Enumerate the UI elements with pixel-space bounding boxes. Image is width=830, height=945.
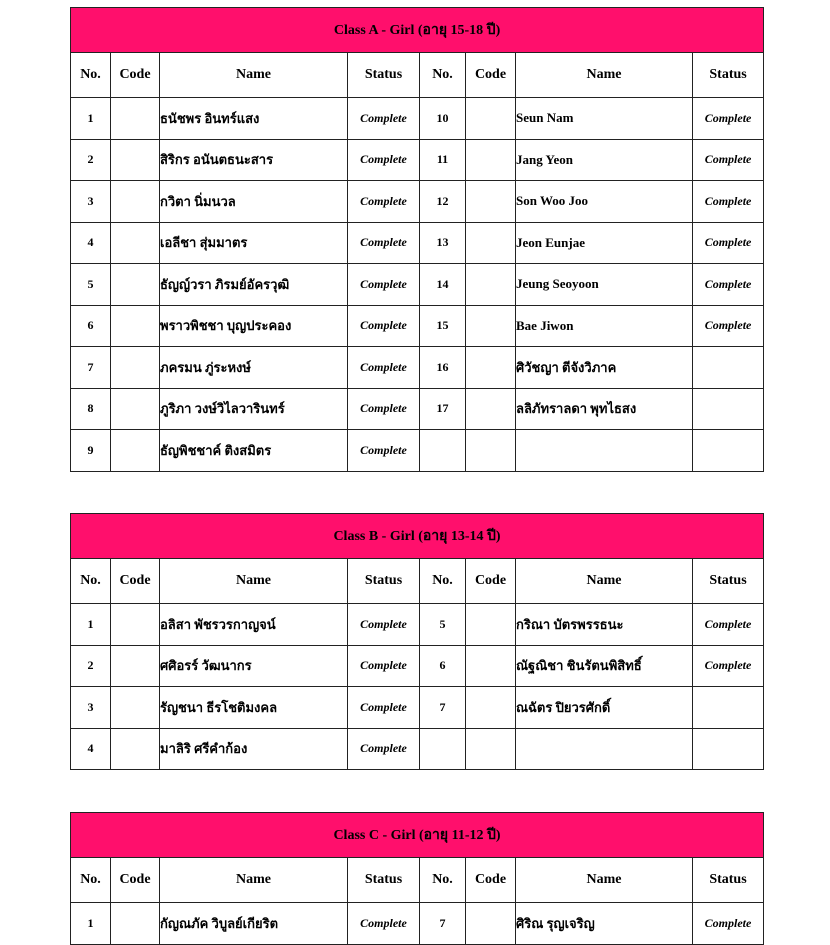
entry-name: ณัฐณิชา ชินรัตนพิสิทธิ์	[516, 645, 693, 687]
entry-code	[466, 139, 516, 181]
section-title: Class B - Girl (อายุ 13-14 ปี)	[71, 514, 764, 559]
col-no-header: No.	[71, 559, 111, 604]
entry-number: 4	[71, 222, 111, 264]
entry-code	[466, 388, 516, 430]
entry-status	[693, 687, 764, 729]
entry-status: Complete	[348, 305, 420, 347]
entry-code	[111, 728, 160, 770]
table-row	[71, 347, 764, 389]
entry-number: 7	[71, 347, 111, 389]
table-row	[71, 139, 764, 181]
entry-number: 1	[71, 604, 111, 646]
entry-number: 11	[420, 139, 466, 181]
entry-name: Son Woo Joo	[516, 181, 693, 223]
entry-number: 10	[420, 98, 466, 140]
entry-code	[466, 305, 516, 347]
entry-number: 12	[420, 181, 466, 223]
table-row	[71, 728, 764, 770]
col-status-header: Status	[693, 53, 764, 98]
entry-code	[111, 139, 160, 181]
table-row	[71, 98, 764, 140]
entry-status: Complete	[348, 388, 420, 430]
entry-name: กริณา บัตรพรรธนะ	[516, 604, 693, 646]
entry-name: ศิริณ รุญเจริญ	[516, 903, 693, 945]
entry-name: ภูริภา วงษ์วิไลวารินทร์	[160, 388, 348, 430]
table-row	[71, 264, 764, 306]
entry-code	[111, 347, 160, 389]
entry-number	[420, 430, 466, 472]
entry-code	[111, 604, 160, 646]
entry-name: ธัญพิชชาค์ ติงสมิตร	[160, 430, 348, 472]
entry-number: 8	[71, 388, 111, 430]
table-row	[71, 645, 764, 687]
entry-number: 5	[71, 264, 111, 306]
col-status-header: Status	[348, 559, 420, 604]
table-row	[71, 687, 764, 729]
entry-status: Complete	[348, 728, 420, 770]
col-code-header: Code	[111, 858, 160, 903]
entry-code	[111, 222, 160, 264]
entry-code	[111, 388, 160, 430]
entry-status: Complete	[348, 430, 420, 472]
entry-status: Complete	[693, 222, 764, 264]
entry-name: ธนัชพร อินทร์แสง	[160, 98, 348, 140]
entry-number: 7	[420, 687, 466, 729]
entry-status: Complete	[693, 98, 764, 140]
col-no-header: No.	[71, 53, 111, 98]
col-code-header: Code	[466, 858, 516, 903]
entry-status	[693, 388, 764, 430]
entry-code	[111, 181, 160, 223]
entry-number: 16	[420, 347, 466, 389]
entry-number: 2	[71, 139, 111, 181]
entry-code	[466, 728, 516, 770]
entry-number: 7	[420, 903, 466, 945]
entry-name: ลลิภัทราลดา พุทไธสง	[516, 388, 693, 430]
entry-code	[111, 903, 160, 945]
entry-name: สิริกร อนันตธนะสาร	[160, 139, 348, 181]
class-b-table	[70, 513, 764, 770]
entry-name: มาลิริ ศรีคำก้อง	[160, 728, 348, 770]
entry-number: 13	[420, 222, 466, 264]
entry-number: 3	[71, 687, 111, 729]
entry-code	[466, 604, 516, 646]
class-a-table	[70, 7, 764, 472]
entry-code	[466, 181, 516, 223]
entry-name: Jang Yeon	[516, 139, 693, 181]
col-name-header: Name	[516, 858, 693, 903]
entry-status: Complete	[348, 98, 420, 140]
col-code-header: Code	[111, 559, 160, 604]
entry-status: Complete	[693, 645, 764, 687]
entry-number: 3	[71, 181, 111, 223]
entry-status: Complete	[348, 264, 420, 306]
entry-number: 14	[420, 264, 466, 306]
entry-name: ศศิอรร์ วัฒนากร	[160, 645, 348, 687]
entry-status: Complete	[693, 604, 764, 646]
entry-number: 6	[420, 645, 466, 687]
table-row	[71, 430, 764, 472]
table-row	[71, 388, 764, 430]
column-header-row	[71, 559, 764, 604]
table-row	[71, 181, 764, 223]
entry-name: เอลีชา สุ่มมาตร	[160, 222, 348, 264]
entry-code	[466, 903, 516, 945]
entry-status: Complete	[693, 305, 764, 347]
entry-status: Complete	[693, 139, 764, 181]
entry-status: Complete	[348, 139, 420, 181]
entry-number: 15	[420, 305, 466, 347]
col-name-header: Name	[516, 559, 693, 604]
col-no-header: No.	[420, 559, 466, 604]
entry-status: Complete	[348, 903, 420, 945]
entry-number: 17	[420, 388, 466, 430]
entry-name: Jeon Eunjae	[516, 222, 693, 264]
entry-code	[111, 264, 160, 306]
entry-number: 2	[71, 645, 111, 687]
table-row	[71, 305, 764, 347]
column-header-row	[71, 858, 764, 903]
entry-number: 6	[71, 305, 111, 347]
section-title: Class C - Girl (อายุ 11-12 ปี)	[71, 813, 764, 858]
entry-number: 5	[420, 604, 466, 646]
col-code-header: Code	[111, 53, 160, 98]
entry-status	[693, 430, 764, 472]
entry-status	[693, 347, 764, 389]
entry-status: Complete	[348, 222, 420, 264]
entry-status: Complete	[348, 645, 420, 687]
entry-name	[516, 430, 693, 472]
col-status-header: Status	[348, 858, 420, 903]
entry-number: 9	[71, 430, 111, 472]
col-code-header: Code	[466, 53, 516, 98]
col-status-header: Status	[693, 559, 764, 604]
entry-code	[111, 98, 160, 140]
entry-code	[466, 264, 516, 306]
col-name-header: Name	[160, 53, 348, 98]
class-c-table	[70, 812, 764, 945]
entry-name: Seun Nam	[516, 98, 693, 140]
entry-name: อลิสา พัชรวรกาญจน์	[160, 604, 348, 646]
entry-code	[466, 347, 516, 389]
entry-status: Complete	[348, 687, 420, 729]
col-status-header: Status	[348, 53, 420, 98]
entry-code	[466, 430, 516, 472]
entry-name: ภครมน ภู่ระหงษ์	[160, 347, 348, 389]
entry-name: Jeung Seoyoon	[516, 264, 693, 306]
entry-number: 4	[71, 728, 111, 770]
entry-name: ศิวัชญา ตีจังวิภาค	[516, 347, 693, 389]
col-status-header: Status	[693, 858, 764, 903]
entry-code	[111, 645, 160, 687]
entry-code	[111, 687, 160, 729]
col-name-header: Name	[160, 858, 348, 903]
column-header-row	[71, 53, 764, 98]
entry-name: Bae Jiwon	[516, 305, 693, 347]
entry-name: ธัญญ์วรา ภิรมย์อัครวุฒิ	[160, 264, 348, 306]
entry-number: 1	[71, 98, 111, 140]
table-row	[71, 222, 764, 264]
entry-status	[693, 728, 764, 770]
entry-code	[466, 98, 516, 140]
entry-name: รัญชนา ธีรโชติมงคล	[160, 687, 348, 729]
col-no-header: No.	[420, 858, 466, 903]
section-title: Class A - Girl (อายุ 15-18 ปี)	[71, 8, 764, 53]
entry-code	[466, 222, 516, 264]
entry-name: พราวพิชชา บุญประคอง	[160, 305, 348, 347]
entry-code	[111, 430, 160, 472]
entry-status: Complete	[693, 181, 764, 223]
col-name-header: Name	[160, 559, 348, 604]
table-row	[71, 604, 764, 646]
entry-status: Complete	[693, 264, 764, 306]
entry-status: Complete	[348, 604, 420, 646]
col-no-header: No.	[71, 858, 111, 903]
col-name-header: Name	[516, 53, 693, 98]
entry-name: กัญณภัค วิบูลย์เกียริต	[160, 903, 348, 945]
entry-status: Complete	[348, 347, 420, 389]
entry-code	[111, 305, 160, 347]
entry-name: ณฉัตร ปิยวรศักดิ์	[516, 687, 693, 729]
entry-name	[516, 728, 693, 770]
entry-number: 1	[71, 903, 111, 945]
entry-name: กวิตา นิ่มนวล	[160, 181, 348, 223]
entry-number	[420, 728, 466, 770]
entry-status: Complete	[348, 181, 420, 223]
entry-status: Complete	[693, 903, 764, 945]
entry-code	[466, 645, 516, 687]
entry-code	[466, 687, 516, 729]
col-no-header: No.	[420, 53, 466, 98]
table-row	[71, 903, 764, 945]
col-code-header: Code	[466, 559, 516, 604]
